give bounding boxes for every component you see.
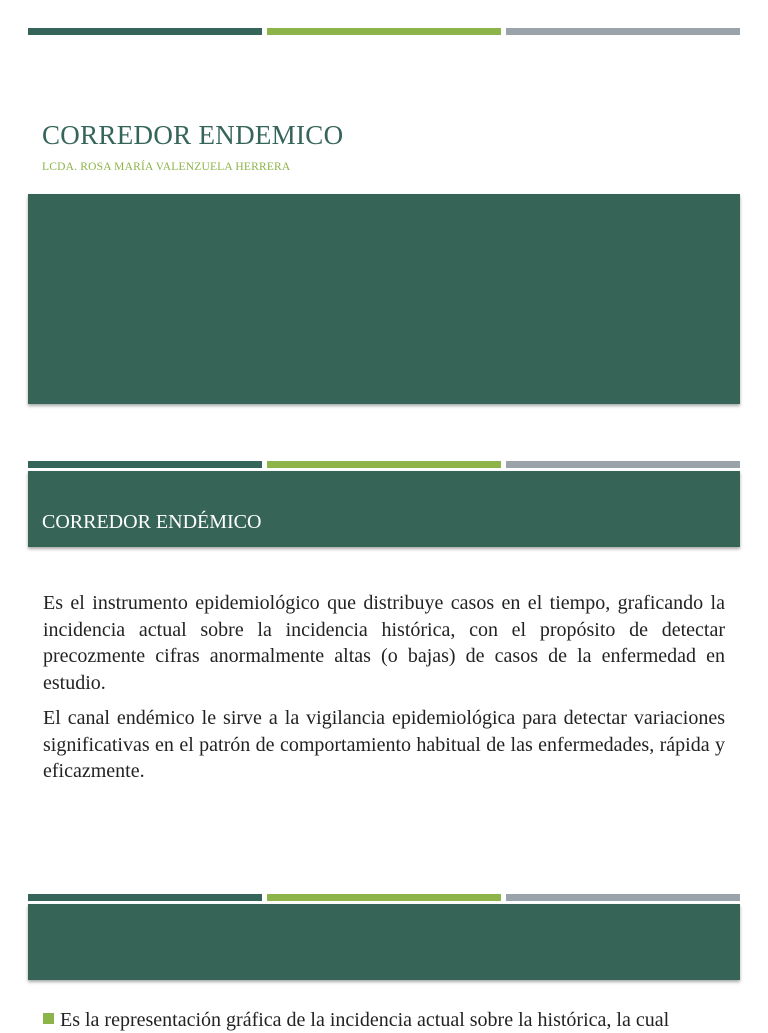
stripe-dark-green bbox=[28, 28, 262, 35]
paragraph: Es el instrumento epidemiológico que distribuye casos en el tiempo, graficando la incidencia actual sobre la incidencia histórica, con el propósito de detectar precozmente cifras anormalmente altas (o bajas) de casos de la enfermedad en estudio. bbox=[43, 592, 725, 694]
stripe-gray bbox=[506, 894, 740, 901]
top-accent-stripe bbox=[28, 28, 740, 35]
definition-text bbox=[43, 590, 725, 794]
section-header-panel bbox=[28, 904, 740, 980]
section-title: CORREDOR ENDÉMICO bbox=[42, 511, 262, 533]
stripe-dark-green bbox=[28, 461, 262, 468]
bullet-item bbox=[43, 1007, 733, 1033]
stripe-light-green bbox=[267, 894, 501, 901]
section-accent-stripe bbox=[28, 461, 740, 468]
stripe-dark-green bbox=[28, 894, 262, 901]
slide-subtitle: LCDA. ROSA MARÍA VALENZUELA HERRERA bbox=[42, 161, 291, 173]
bullet-square-icon bbox=[43, 1013, 54, 1024]
section-header-panel bbox=[28, 471, 740, 547]
bullet-text: Es la representación gráfica de la incidencia actual sobre la histórica, la cual bbox=[60, 1009, 670, 1031]
stripe-gray bbox=[506, 28, 740, 35]
stripe-light-green bbox=[267, 28, 501, 35]
paragraph: El canal endémico le sirve a la vigilancia epidemiológica para detectar variaciones significativas en el patrón de comportamiento habitual de las enfermedades, rápida y eficazmente. bbox=[43, 707, 725, 782]
stripe-gray bbox=[506, 461, 740, 468]
section-accent-stripe bbox=[28, 894, 740, 901]
slide-title: CORREDOR ENDEMICO bbox=[42, 120, 344, 150]
title-slide-panel bbox=[28, 194, 740, 404]
stripe-light-green bbox=[267, 461, 501, 468]
